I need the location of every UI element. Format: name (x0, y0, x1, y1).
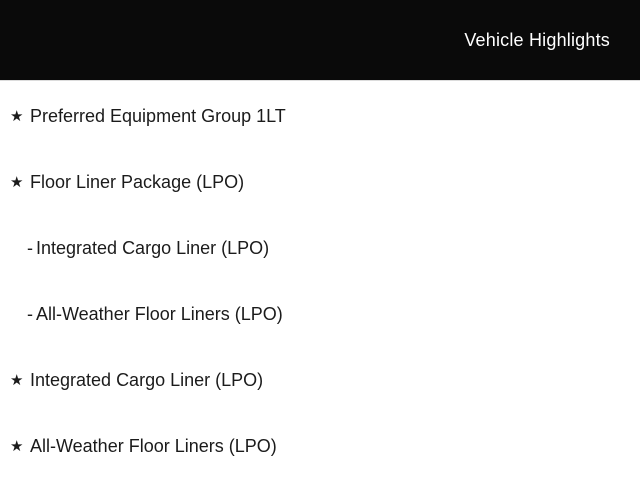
item-label: All-Weather Floor Liners (LPO) (36, 303, 283, 324)
list-item (0, 413, 640, 479)
item-label: Preferred Equipment Group 1LT (30, 105, 286, 126)
highlights-list (0, 81, 640, 479)
item-label: Integrated Cargo Liner (LPO) (30, 369, 264, 390)
page-title: Vehicle Highlights (464, 29, 610, 50)
list-item (0, 83, 640, 149)
list-item (0, 215, 640, 281)
list-item (0, 149, 640, 215)
dash-icon: - (27, 237, 33, 258)
list-item (0, 347, 640, 413)
item-label: All-Weather Floor Liners (LPO) (30, 435, 277, 456)
star-icon: ★ (10, 437, 24, 455)
item-label: Floor Liner Package (LPO) (30, 171, 245, 192)
star-icon: ★ (10, 371, 24, 389)
item-label: Integrated Cargo Liner (LPO) (36, 237, 270, 258)
star-icon: ★ (10, 173, 24, 191)
dash-icon: - (27, 303, 33, 324)
star-icon: ★ (10, 107, 24, 125)
header-bar (0, 0, 640, 81)
list-item (0, 281, 640, 347)
